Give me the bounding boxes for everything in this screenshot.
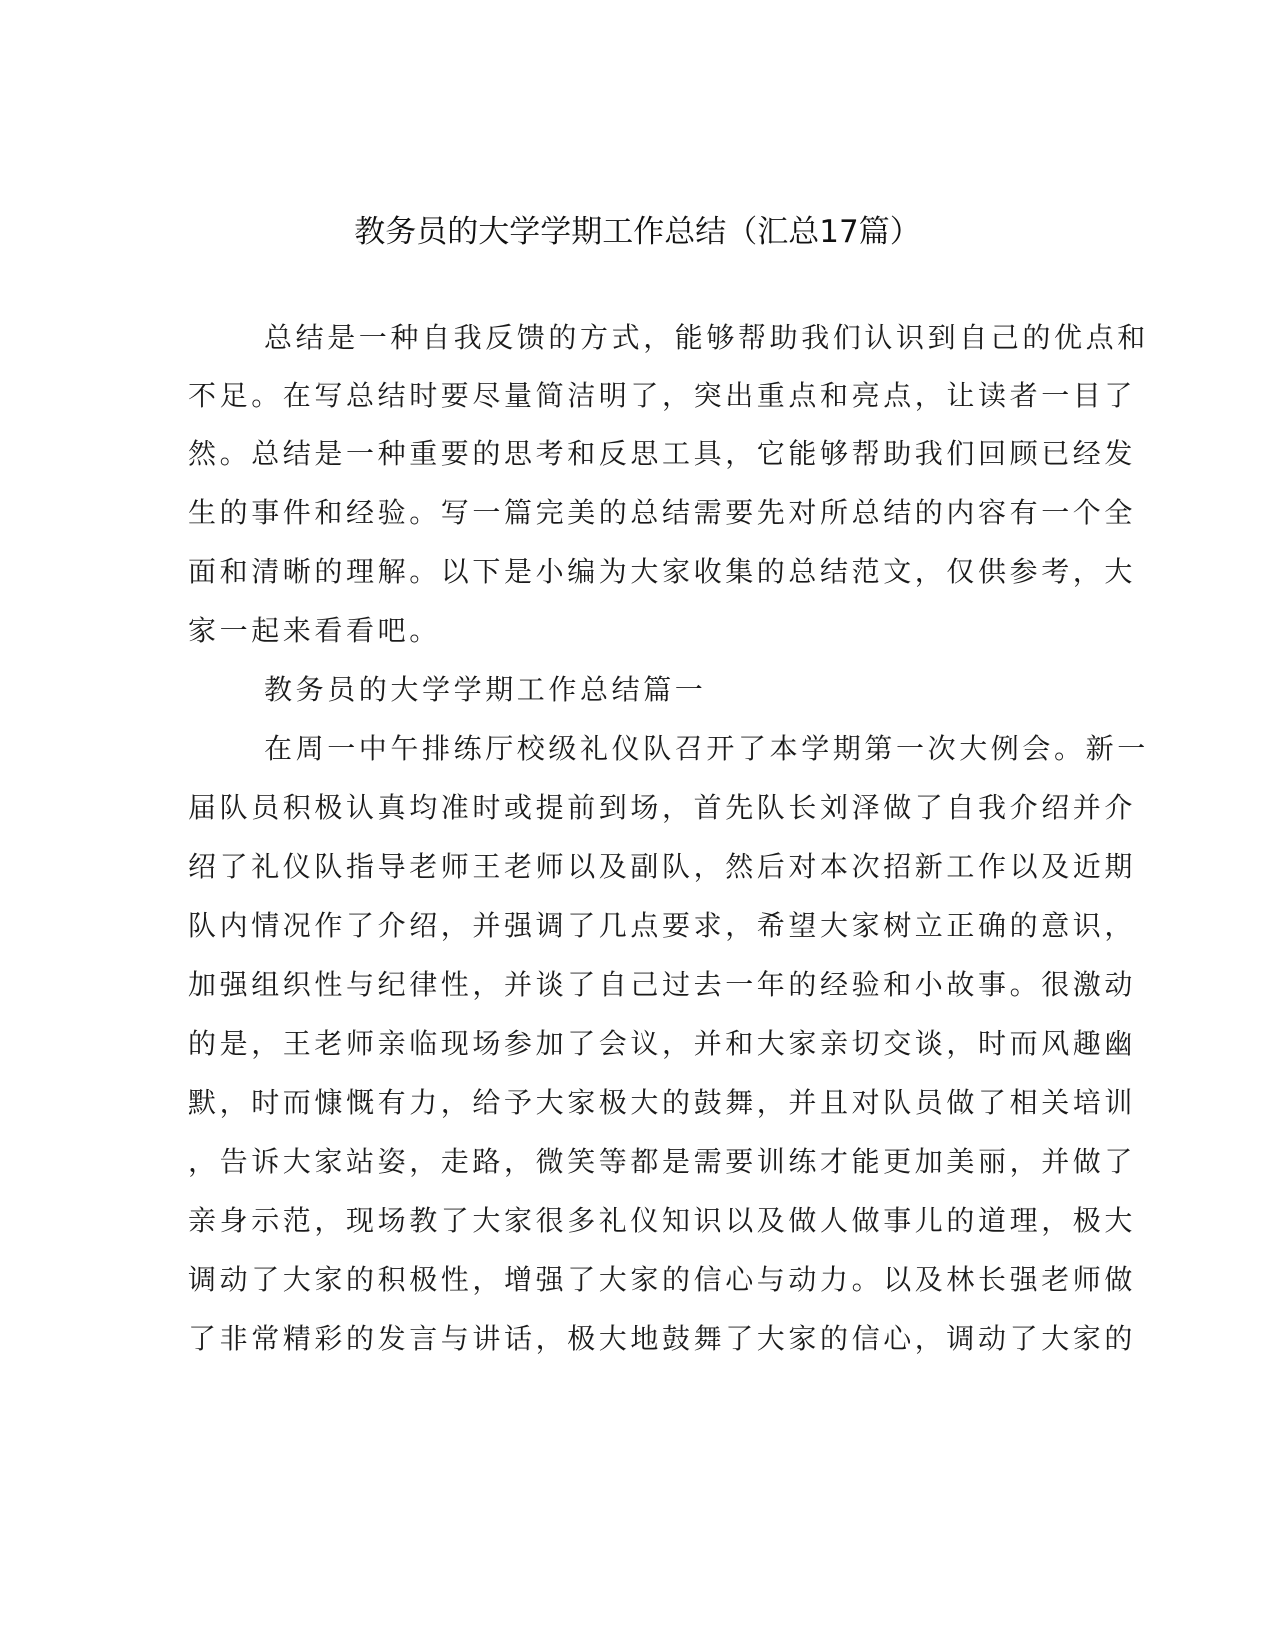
intro-line: 总结是一种自我反馈的方式，能够帮助我们认识到自己的优点和 — [264, 321, 1149, 354]
section-line: 了非常精彩的发言与讲话，极大地鼓舞了大家的信心，调动了大家的 — [188, 1322, 1137, 1355]
section-line: 默，时而慷慨有力，给予大家极大的鼓舞，并且对队员做了相关培训 — [188, 1086, 1137, 1119]
section-heading: 教务员的大学学期工作总结篇一 — [264, 673, 707, 706]
intro-line: 然。总结是一种重要的思考和反思工具，它能够帮助我们回顾已经发 — [188, 437, 1137, 470]
intro-line: 面和清晰的理解。以下是小编为大家收集的总结范文，仅供参考，大 — [188, 555, 1137, 588]
section-line: 的是，王老师亲临现场参加了会议，并和大家亲切交谈，时而风趣幽 — [188, 1027, 1137, 1060]
section-line: 在周一中午排练厅校级礼仪队召开了本学期第一次大例会。新一 — [264, 732, 1149, 765]
section-line: 队内情况作了介绍，并强调了几点要求，希望大家树立正确的意识， — [188, 909, 1137, 942]
intro-line: 生的事件和经验。写一篇完美的总结需要先对所总结的内容有一个全 — [188, 496, 1137, 529]
section-line: 调动了大家的积极性，增强了大家的信心与动力。以及林长强老师做 — [188, 1263, 1137, 1296]
section-line: 加强组织性与纪律性，并谈了自己过去一年的经验和小故事。很激动 — [188, 968, 1137, 1001]
section-line: 亲身示范，现场教了大家很多礼仪知识以及做人做事儿的道理，极大 — [188, 1204, 1137, 1237]
section-line: ，告诉大家站姿，走路，微笑等都是需要训练才能更加美丽，并做了 — [188, 1145, 1137, 1178]
section-line: 届队员积极认真均准时或提前到场，首先队长刘泽做了自我介绍并介 — [188, 791, 1137, 824]
document-title: 教务员的大学学期工作总结（汇总17篇） — [354, 214, 921, 250]
section-line: 绍了礼仪队指导老师王老师以及副队，然后对本次招新工作以及近期 — [188, 850, 1137, 883]
intro-line: 家一起来看看吧。 — [188, 614, 441, 647]
intro-line: 不足。在写总结时要尽量简洁明了，突出重点和亮点，让读者一目了 — [188, 379, 1137, 412]
